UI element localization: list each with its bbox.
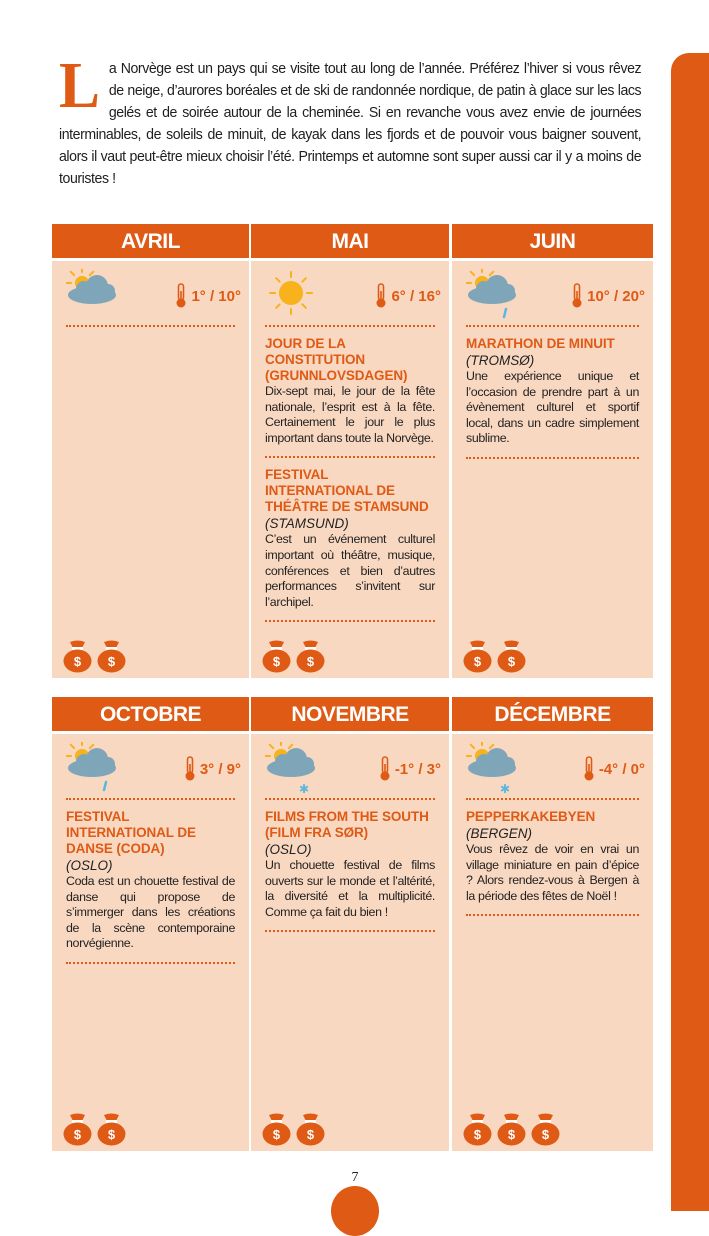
svg-text:$: $	[507, 1127, 516, 1142]
budget-indicator	[261, 639, 326, 673]
event-entry	[452, 800, 653, 912]
event-title: FESTIVAL INTERNATIONAL DE THÉÂTRE DE STAMSUND	[265, 467, 429, 515]
temperature-value: 10° / 20°	[587, 287, 645, 305]
budget-indicator	[62, 1112, 127, 1146]
temperature-value: 6° / 16°	[391, 287, 441, 305]
money-bag-icon	[462, 639, 493, 673]
weather-row	[452, 734, 653, 798]
money-bag-icon	[261, 1112, 292, 1146]
sun-icon	[265, 269, 325, 323]
month-column	[452, 224, 653, 678]
money-bag-icon	[96, 1112, 127, 1146]
event-entry	[52, 800, 249, 960]
svg-text:$: $	[306, 654, 315, 669]
dotted-divider	[66, 962, 235, 964]
money-bag-icon	[496, 639, 527, 673]
svg-text:$: $	[107, 654, 116, 669]
event-description: Dix-sept mai, le jour de la fête nationale, l’esprit est à la fête. Certainement le jour le plus important dans toute la Norvège.	[265, 384, 435, 445]
weather-row	[452, 261, 653, 325]
month-column	[52, 697, 249, 1151]
money-bag-icon	[530, 1112, 561, 1146]
svg-text:$: $	[473, 1127, 482, 1142]
thermometer-icon	[184, 756, 196, 782]
month-header: MAI	[251, 224, 449, 261]
svg-text:$: $	[507, 654, 516, 669]
event-title: MARATHON DE MINUIT	[466, 336, 615, 351]
svg-text:$: $	[73, 654, 82, 669]
event-description: Une expérience unique et l’occasion de prendre part à un évènement culturel et sportif local, dans un cadre simplement sublime.	[466, 369, 639, 446]
temperature	[583, 756, 645, 782]
event-title: FILMS FROM THE SOUTH (FILM FRA SØR)	[265, 809, 429, 840]
svg-text:$: $	[541, 1127, 550, 1142]
event-description: C’est un événement culturel important où théâtre, musique, conférences et bien d’autres performances s’invitent sur l’archipel.	[265, 532, 435, 609]
event-description: Coda est un chouette festival de danse qui propose de s’immerger dans les créations de la scène contemporaine norvégienne.	[66, 874, 235, 951]
svg-text:$: $	[272, 654, 281, 669]
sun-cloud-rain-icon	[66, 742, 126, 796]
event-title: JOUR DE LA CONSTITUTION (GRUNNLOVSDAGEN)	[265, 336, 408, 383]
dotted-divider	[66, 325, 235, 327]
svg-text:$: $	[107, 1127, 116, 1142]
sun-cloud-snow-icon	[466, 742, 526, 796]
weather-row	[52, 734, 249, 798]
event-entry	[251, 327, 449, 454]
event-description: Un chouette festival de films ouverts sur le monde et l’altérité, la diversité et la multiplicité. Comme ça fait du bien !	[265, 858, 435, 919]
svg-text:$: $	[473, 654, 482, 669]
budget-indicator	[462, 1112, 561, 1146]
event-place: (STAMSUND)	[265, 516, 349, 532]
money-bag-icon	[295, 639, 326, 673]
money-bag-icon	[496, 1112, 527, 1146]
event-place: (OSLO)	[265, 842, 312, 857]
weather-row	[251, 261, 449, 325]
event-entry	[452, 327, 653, 455]
budget-indicator	[462, 639, 527, 673]
month-column	[251, 697, 449, 1151]
intro-text: a Norvège est un pays qui se visite tout au long de l’année. Préférez l’hiver si vous rêvez de neige, d’aurores boréales et de ski de randonnée nordique, de patin à glace sur les lacs gelés et de soirée autour de la cheminée. Si en revanche vous avez envie de journées interminables, de soleils de minuit, de kayak dans les fjords et de pouvoir vous baigner souvent, alors il vaut peut-être mieux choisir l’été. Printemps et automne sont super aussi car il y a moins de touristes !	[59, 60, 642, 187]
event-description: Vous rêvez de voir en vrai un village miniature en pain d’épice ? Alors rendez-vous à Bergen à la période des fêtes de Noël !	[466, 842, 639, 903]
drop-cap: L	[59, 49, 100, 122]
weather-row	[251, 734, 449, 798]
dotted-divider	[265, 930, 435, 932]
thermometer-icon	[379, 756, 391, 782]
temperature	[571, 283, 645, 309]
money-bag-icon	[62, 639, 93, 673]
temperature-value: 1° / 10°	[191, 287, 241, 305]
money-bag-icon	[295, 1112, 326, 1146]
temperature	[175, 283, 241, 309]
month-header: NOVEMBRE	[251, 697, 449, 734]
svg-text:✱: ✱	[299, 782, 310, 796]
temperature	[184, 756, 241, 782]
dotted-divider	[466, 457, 639, 459]
event-place: (OSLO)	[66, 858, 113, 873]
page-number: 7	[351, 1170, 359, 1185]
month-column	[52, 224, 249, 678]
svg-text:✱: ✱	[500, 782, 511, 796]
page-tab	[331, 1186, 379, 1236]
sun-cloud-icon	[66, 269, 126, 323]
month-header: AVRIL	[52, 224, 249, 261]
money-bag-icon	[96, 639, 127, 673]
sun-cloud-snow-icon	[265, 742, 325, 796]
svg-text:$: $	[272, 1127, 281, 1142]
money-bag-icon	[462, 1112, 493, 1146]
event-place: (TROMSØ)	[466, 353, 535, 368]
temperature	[375, 283, 441, 309]
side-tab-bar	[671, 53, 709, 1211]
intro-paragraph	[59, 49, 642, 190]
budget-indicator	[261, 1112, 326, 1146]
month-header: DÉCEMBRE	[452, 697, 653, 734]
temperature-value: -4° / 0°	[598, 760, 645, 778]
dotted-divider	[265, 620, 435, 622]
event-entry	[251, 800, 449, 928]
event-title: FESTIVAL INTERNATIONAL DE DANSE (CODA)	[66, 809, 196, 856]
event-title: PEPPERKAKEBYEN	[466, 809, 596, 824]
thermometer-icon	[571, 283, 583, 309]
dotted-divider	[466, 914, 639, 916]
temperature-value: -1° / 3°	[394, 760, 441, 778]
svg-text:$: $	[306, 1127, 315, 1142]
event-place: (BERGEN)	[466, 826, 533, 841]
thermometer-icon	[583, 756, 595, 782]
event-entry	[251, 458, 449, 618]
temperature	[379, 756, 441, 782]
sun-cloud-rain-icon	[466, 269, 526, 323]
svg-text:$: $	[73, 1127, 82, 1142]
thermometer-icon	[375, 283, 387, 309]
temperature-value: 3° / 9°	[199, 760, 241, 778]
month-header: JUIN	[452, 224, 653, 261]
weather-row	[52, 261, 249, 325]
budget-indicator	[62, 639, 127, 673]
money-bag-icon	[62, 1112, 93, 1146]
month-header: OCTOBRE	[52, 697, 249, 734]
month-column	[251, 224, 449, 678]
thermometer-icon	[175, 283, 187, 309]
month-column	[452, 697, 653, 1151]
money-bag-icon	[261, 639, 292, 673]
